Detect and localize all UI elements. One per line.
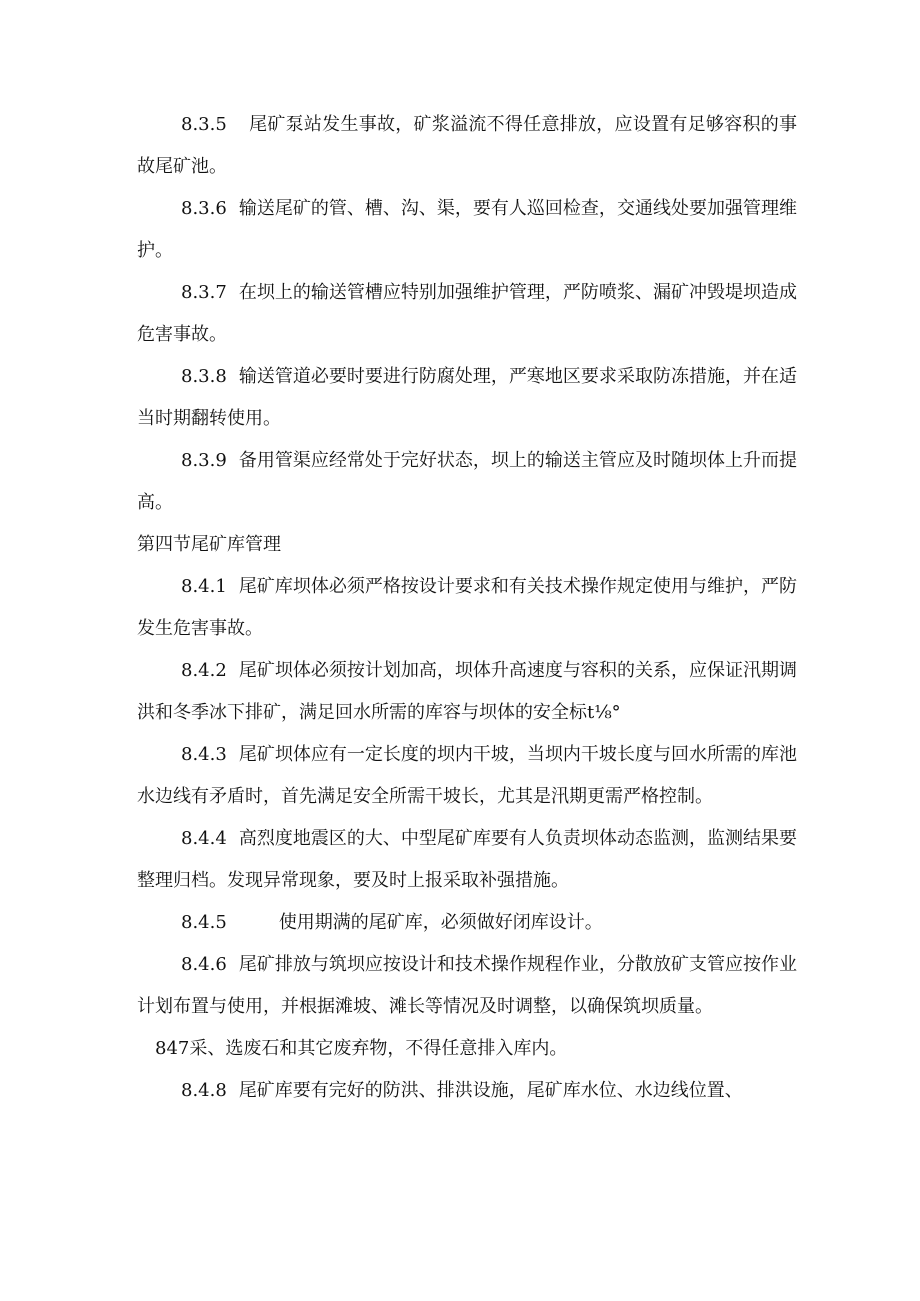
clause-number: 8.3.7 [181,282,227,303]
clause-number: 8.4.8 [181,1080,227,1101]
paragraph-847: 847采、选废石和其它废弃物，不得任意排入库内。 [155,1038,568,1059]
clause-text: 在坝上的输送管槽应特别加强维护管理，严防喷浆、漏矿冲毁堤坝造成危害事故。 [137,282,797,345]
clause-text: 尾矿坝体必须按计划加高，坝体升高速度与容积的关系，应保证汛期调洪和冬季冰下排矿，满足回水所需的库容与坝体的安全标t⅛° [137,660,797,723]
clause-number: 8.4.6 [181,954,227,975]
clause-number: 8.4.2 [181,660,227,681]
clause-text: 尾矿库坝体必须严格按设计要求和有关技术操作规定使用与维护，严防发生危害事故。 [137,576,797,639]
paragraph-8-4-1 [137,566,797,650]
paragraph-8-4-3 [137,734,797,818]
paragraph-8-3-7 [137,272,797,356]
section-heading: 第四节尾矿库管理 [137,534,281,555]
paragraph-8-4-2 [137,650,797,734]
clause-number: 8.4.4 [181,828,227,849]
clause-text: 尾矿泵站发生事故，矿浆溢流不得任意排放，应设置有足够容积的事故尾矿池。 [137,114,797,177]
clause-number: 8.4.1 [181,576,227,597]
clause-number: 8.4.5 [181,912,227,933]
clause-text: 尾矿坝体应有一定长度的坝内干坡，当坝内干坡长度与回水所需的库池水边线有矛盾时，首先满足安全所需干坡长，尤其是汛期更需严格控制。 [137,744,797,807]
clause-number: 8.4.3 [181,744,227,765]
clause-number: 8.3.6 [181,198,227,219]
paragraph-8-4-4 [137,818,797,902]
paragraph-8-3-8 [137,356,797,440]
clause-number: 8.3.8 [181,366,227,387]
paragraph-8-3-6 [137,188,797,272]
clause-text: 备用管渠应经常处于完好状态，坝上的输送主管应及时随坝体上升而提高。 [137,450,797,513]
paragraph-8-4-8 [137,1070,797,1112]
clause-number: 8.3.9 [181,450,227,471]
clause-text: 高烈度地震区的大、中型尾矿库要有人负责坝体动态监测，监测结果要整理归档。发现异常现象，要及时上报采取补强措施。 [137,828,797,891]
clause-text: 输送尾矿的管、槽、沟、渠，要有人巡回检查，交通线处要加强管理维护。 [137,198,797,261]
paragraph-8-4-6 [137,944,797,1028]
paragraph-8-3-9 [137,440,797,524]
clause-text: 尾矿库要有完好的防洪、排洪设施，尾矿库水位、水边线位置、 [238,1080,743,1101]
clause-text: 输送管道必要时要进行防腐处理，严寒地区要求采取防冻措施，并在适当时期翻转使用。 [137,366,797,429]
document-body [137,104,797,1112]
clause-text: 尾矿排放与筑坝应按设计和技术操作规程作业，分散放矿支管应按作业计划布置与使用，并根据滩坡、滩长等情况及时调整，以确保筑坝质量。 [137,954,797,1017]
clause-number: 8.3.5 [181,114,227,135]
paragraph-8-4-5 [137,902,797,944]
paragraph-8-3-5 [137,104,797,188]
clause-text: 使用期满的尾矿库，必须做好闭库设计。 [278,912,603,933]
